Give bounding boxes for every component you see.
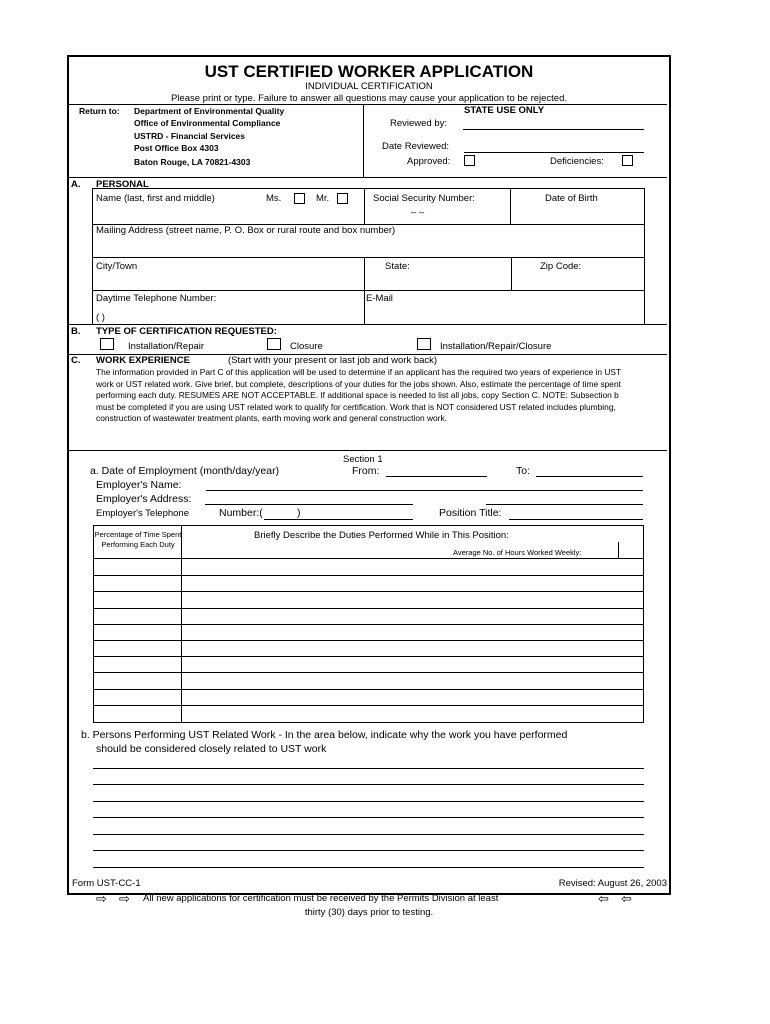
dob-label: Date of Birth	[545, 193, 598, 204]
divider	[69, 324, 667, 325]
right-arrow-icon: ⇨	[96, 891, 107, 906]
notice-line2: thirty (30) days prior to testing.	[304, 907, 434, 918]
duty-row[interactable]	[93, 689, 643, 690]
section-letter: C.	[71, 355, 81, 366]
employer-name-label: Employer's Name:	[96, 479, 182, 491]
related-work-line[interactable]	[93, 834, 644, 835]
related-work-line[interactable]	[93, 850, 644, 851]
ms-checkbox[interactable]	[294, 193, 305, 204]
deficiencies-checkbox[interactable]	[622, 155, 633, 166]
return-to-label: Return to:	[79, 106, 120, 116]
section-title-work: WORK EXPERIENCE	[96, 355, 190, 366]
phone-paren: ( )	[96, 312, 105, 323]
state-label: State:	[385, 261, 410, 272]
divider	[364, 188, 365, 224]
number-label: Number:(	[219, 507, 263, 519]
return-to-line: Baton Rouge, LA 70821-4303	[134, 157, 251, 167]
revised-date: Revised: August 26, 2003	[558, 878, 667, 889]
section-title-certification: TYPE OF CERTIFICATION REQUESTED:	[96, 326, 277, 337]
ssn-label: Social Security Number:	[373, 193, 475, 204]
duty-row[interactable]	[93, 624, 643, 625]
name-label: Name (last, first and middle)	[96, 193, 215, 204]
email-label: E-Mail	[366, 293, 393, 304]
section-letter: B.	[71, 326, 81, 337]
divider	[69, 177, 667, 178]
return-to-line: Department of Environmental Quality	[134, 106, 285, 116]
installation-repair-checkbox[interactable]	[100, 338, 114, 350]
related-work-line[interactable]	[93, 801, 644, 802]
work-instructions: The information provided in Part C of this application will be used to determine if an applicant has the required two years of experience in UST work or UST related work. Give brief, but complete, descriptions of your duties for the jobs shown. Also, estimate the percentage of time spent performing each duty. RESUMES ARE NOT ACCEPTABLE. If additional space is needed to list all jobs, copy Section C. NOTE: Subsection b must be completed if you are using UST related work to qualify for certification. Work that is NOT considered UST related includes plumbing, construction of wastewater treatment plants, earth moving work and general construction work.	[96, 367, 621, 423]
employer-name-field[interactable]	[206, 490, 643, 491]
deficiencies-label: Deficiencies:	[550, 156, 604, 167]
employer-phone-field[interactable]	[264, 519, 413, 520]
position-title-label: Position Title:	[439, 507, 502, 519]
form-instruction: Please print or type. Failure to answer all questions may cause your application to be rejected.	[170, 93, 568, 104]
hours-field[interactable]	[618, 542, 643, 559]
section-letter: A.	[71, 179, 81, 190]
closure-label: Closure	[290, 341, 323, 352]
related-work-line1: b. Persons Performing UST Related Work - In the area below, indicate why the work you have performed	[81, 729, 568, 741]
ms-label: Ms.	[266, 193, 282, 204]
right-arrow-icon: ⇨	[119, 891, 130, 906]
related-work-line2: should be considered closely related to UST work	[96, 743, 327, 755]
hours-label: Average No. of Hours Worked Weekly:	[453, 548, 582, 557]
related-work-line[interactable]	[93, 867, 644, 868]
pct-header: Percentage of Time Spent Performing Each Duty	[94, 530, 182, 549]
related-work-line[interactable]	[93, 817, 644, 818]
date-reviewed-field[interactable]	[464, 152, 644, 153]
number-close: )	[297, 507, 301, 519]
notice-line1: All new applications for certification must be received by the Permits Division at least	[143, 893, 499, 904]
divider	[511, 257, 512, 290]
divider	[69, 450, 667, 451]
phone-label: Daytime Telephone Number:	[96, 293, 217, 304]
reviewed-by-field[interactable]	[463, 129, 644, 130]
duty-row[interactable]	[93, 640, 643, 641]
section-1-title: Section 1	[343, 454, 383, 465]
employer-address-field[interactable]	[205, 504, 413, 505]
installation-repair-closure-checkbox[interactable]	[417, 338, 431, 350]
approved-label: Approved:	[407, 156, 451, 167]
related-work-line[interactable]	[93, 784, 644, 785]
employer-address-label: Employer's Address:	[96, 493, 192, 505]
position-title-field[interactable]	[509, 519, 643, 520]
date-reviewed-label: Date Reviewed:	[382, 141, 450, 152]
left-arrow-icon: ⇦	[621, 891, 632, 906]
return-to-line: Office of Environmental Compliance	[134, 118, 281, 128]
duty-row[interactable]	[93, 558, 643, 559]
divider	[69, 104, 667, 105]
duty-row[interactable]	[93, 591, 643, 592]
return-to-line: Post Office Box 4303	[134, 143, 219, 153]
duty-row[interactable]	[93, 656, 643, 657]
related-work-line[interactable]	[93, 768, 644, 769]
duty-row[interactable]	[93, 705, 643, 706]
return-to-line: USTRD - Financial Services	[134, 131, 246, 141]
form-subtitle: INDIVIDUAL CERTIFICATION	[305, 81, 433, 92]
duty-row[interactable]	[93, 672, 643, 673]
installation-repair-label: Installation/Repair	[128, 341, 205, 352]
form-title: UST CERTIFIED WORKER APPLICATION	[204, 62, 534, 81]
mr-checkbox[interactable]	[337, 193, 348, 204]
divider	[510, 188, 511, 224]
section-title-personal: PERSONAL	[96, 179, 149, 190]
from-label: From:	[352, 465, 380, 477]
closure-checkbox[interactable]	[267, 338, 281, 350]
work-title-note: (Start with your present or last job and work back)	[228, 355, 438, 366]
duty-row[interactable]	[93, 575, 643, 576]
employer-address-field-2[interactable]	[486, 504, 643, 505]
to-label: To:	[516, 465, 531, 477]
left-arrow-icon: ⇦	[598, 891, 609, 906]
mr-label: Mr.	[316, 193, 330, 204]
from-date-field[interactable]	[386, 476, 487, 477]
approved-checkbox[interactable]	[464, 155, 475, 166]
zip-label: Zip Code:	[540, 261, 582, 272]
divider	[92, 188, 644, 189]
state-use-title: STATE USE ONLY	[464, 105, 545, 116]
duties-header: Briefly Describe the Duties Performed While in This Position:	[254, 530, 509, 541]
reviewed-by-label: Reviewed by:	[390, 118, 448, 129]
employer-phone-label: Employer's Telephone	[96, 508, 190, 519]
to-date-field[interactable]	[536, 476, 643, 477]
divider	[92, 290, 644, 291]
divider	[92, 257, 644, 258]
city-label: City/Town	[96, 261, 138, 272]
mailing-address-label: Mailing Address (street name, P. O. Box or rural route and box number)	[96, 225, 396, 236]
divider	[363, 104, 364, 177]
date-employment-label: a. Date of Employment (month/day/year)	[90, 465, 280, 477]
installation-repair-closure-label: Installation/Repair/Closure	[440, 341, 552, 352]
divider	[92, 188, 93, 324]
ssn-dashes: – –	[411, 207, 425, 218]
form-id: Form UST-CC-1	[72, 878, 141, 889]
duty-row[interactable]	[93, 608, 643, 609]
divider	[644, 188, 645, 324]
